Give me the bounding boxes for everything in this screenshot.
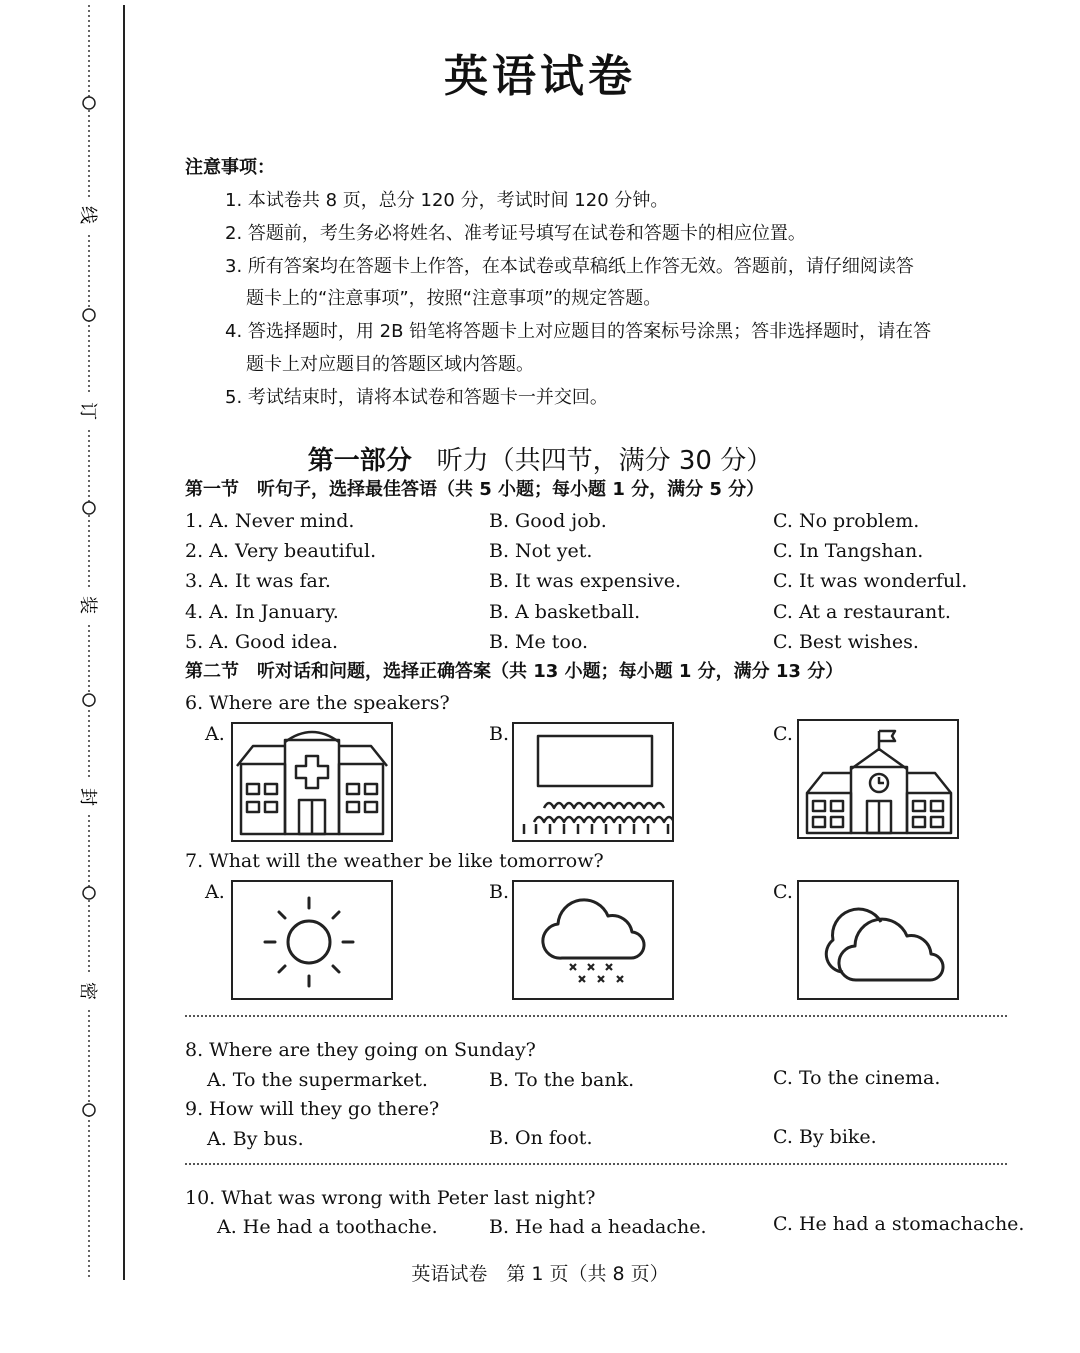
picture-option-a [231, 722, 393, 842]
option-b: B. He had a headache. [489, 1216, 707, 1238]
notice-item: 4. 答选择题时，用 2B 铅笔将答题卡上对应题目的答案标号涂黑；答非选择题时，请在答 [225, 321, 932, 342]
binding-label: 线 [77, 206, 98, 224]
notice-item: 题卡上对应题目的答题区域内答题。 [246, 354, 534, 375]
option-a: 2. A. Very beautiful. [185, 540, 377, 562]
notice-item: 5. 考试结束时，请将本试卷和答题卡一并交回。 [225, 387, 608, 408]
option-c: C. By bike. [773, 1126, 877, 1148]
notice-item: 1. 本试卷共 8 页，总分 120 分，考试时间 120 分钟。 [225, 190, 669, 211]
section-heading: 第一节 听句子，选择最佳答语（共 5 小题；每小题 1 分，满分 5 分） [185, 479, 765, 500]
cloudy-icon [799, 882, 957, 998]
option-label: B. [489, 723, 510, 745]
notice-item: 2. 答题前，考生务必将姓名、准考证号填写在试卷和答题卡的相应位置。 [225, 223, 806, 244]
binding-label: 封 [77, 788, 98, 806]
question-stem: 8. Where are they going on Sunday? [185, 1039, 536, 1061]
question-stem: 9. How will they go there? [185, 1098, 440, 1120]
binding-line [0, 0, 130, 1353]
option-label: C. [773, 723, 793, 745]
notice-item: 题卡上的“注意事项”，按照“注意事项”的规定答题。 [246, 288, 662, 309]
cinema-icon [514, 724, 672, 840]
notice-heading: 注意事项： [185, 157, 275, 178]
notice-item: 3. 所有答案均在答题卡上作答，在本试卷或草稿纸上作答无效。答题前，请仔细阅读答 [225, 256, 914, 277]
separator-dotted [185, 1015, 1007, 1017]
option-label: B. [489, 881, 510, 903]
option-b: B. Good job. [489, 510, 607, 532]
question-stem: 10. What was wrong with Peter last night? [185, 1187, 596, 1209]
binding-label: 密 [77, 982, 98, 1000]
picture-option-b [512, 880, 674, 1000]
option-c: C. It was wonderful. [773, 570, 968, 592]
margin-rule [123, 5, 125, 1280]
binding-margin [0, 0, 130, 1353]
option-b: B. To the bank. [489, 1069, 635, 1091]
option-a: 3. A. It was far. [185, 570, 331, 592]
option-label: A. [205, 881, 225, 903]
option-c: C. No problem. [773, 510, 920, 532]
part-heading [0, 440, 1080, 477]
option-b: B. Me too. [489, 631, 588, 653]
option-c: C. He had a stomachache. [773, 1213, 1025, 1235]
option-b: B. It was expensive. [489, 570, 682, 592]
option-a: A. He had a toothache. [217, 1216, 438, 1238]
page-title: 英语试卷 [444, 51, 636, 102]
separator-dotted [185, 1163, 1007, 1165]
picture-option-b [512, 722, 674, 842]
option-b: B. On foot. [489, 1127, 593, 1149]
binding-label: 订 [77, 402, 98, 420]
option-label: A. [205, 723, 225, 745]
question-stem: 6. Where are the speakers? [185, 692, 450, 714]
page-footer: 英语试卷 第 1 页（共 8 页） [411, 1263, 669, 1285]
option-c: C. To the cinema. [773, 1067, 941, 1089]
sunny-icon [233, 882, 391, 998]
school-icon [799, 721, 957, 837]
option-a: 1. A. Never mind. [185, 510, 355, 532]
option-c: C. At a restaurant. [773, 601, 951, 623]
picture-option-c [797, 719, 959, 839]
picture-option-c [797, 880, 959, 1000]
option-a: 5. A. Good idea. [185, 631, 339, 653]
question-stem: 7. What will the weather be like tomorrow? [185, 850, 604, 872]
option-a: 4. A. In January. [185, 601, 339, 623]
option-c: C. Best wishes. [773, 631, 919, 653]
option-b: B. Not yet. [489, 540, 593, 562]
option-b: B. A basketball. [489, 601, 641, 623]
part-title: 第一部分 [307, 446, 412, 476]
snow-icon [514, 882, 672, 998]
option-a: A. By bus. [207, 1128, 304, 1150]
binding-label: 装 [77, 596, 98, 614]
option-label: C. [773, 881, 793, 903]
part-subtitle: 听力（共四节，满分 30 分） [436, 446, 773, 476]
option-c: C. In Tangshan. [773, 540, 924, 562]
section-heading: 第二节 听对话和问题，选择正确答案（共 13 小题；每小题 1 分，满分 13 分） [185, 661, 844, 682]
picture-option-a [231, 880, 393, 1000]
hospital-icon [233, 724, 391, 840]
option-a: A. To the supermarket. [207, 1069, 428, 1091]
